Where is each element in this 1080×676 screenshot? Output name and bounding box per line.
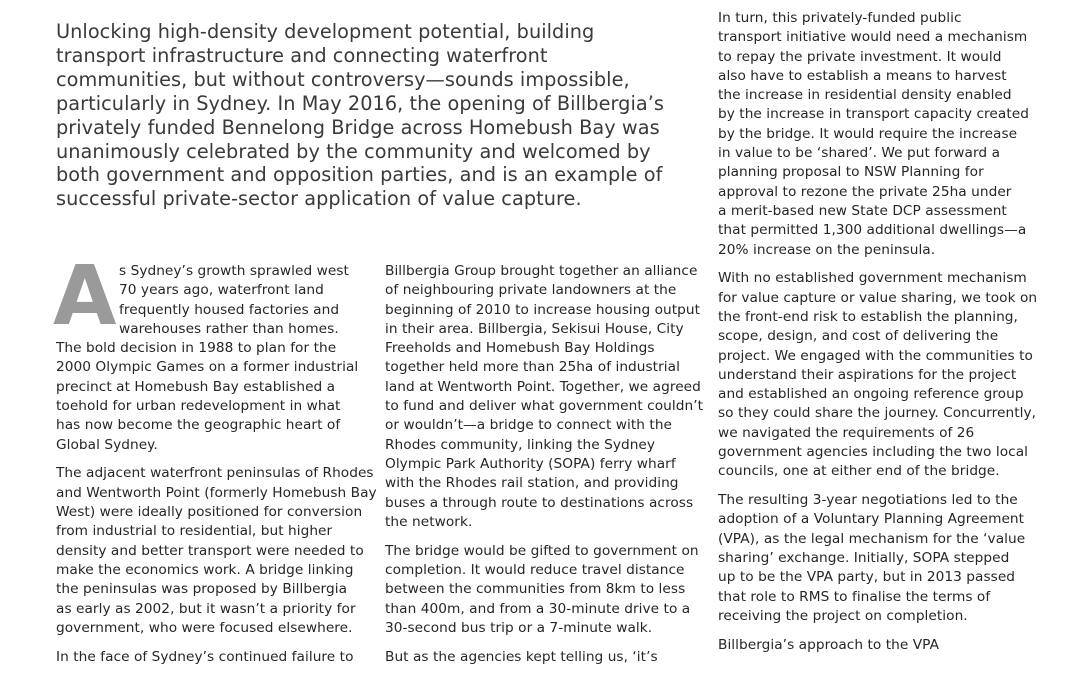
- paragraph-3: [56, 648, 356, 667]
- text-line: both government and opposition parties, and is an example of: [56, 163, 663, 187]
- text-line: communities, but without controversy—sounds impossible,: [56, 67, 630, 91]
- text-line: and Wentworth Point (formerly Homebush Bay: [56, 484, 377, 501]
- text-line: make the economics work. A bridge linking: [56, 561, 354, 578]
- text-line: government, who were focused elsewhere.: [56, 619, 353, 636]
- text-line: density and better transport were needed to: [56, 542, 364, 559]
- text-line: successful private-sector application of value capture.: [56, 187, 582, 211]
- text-line: so they could share the journey. Concurrently,: [718, 405, 1037, 422]
- text-line: sharing’ exchange. Initially, SOPA stepped: [718, 550, 1010, 567]
- text-line: or wouldn’t—a bridge to connect with the: [385, 417, 673, 434]
- text-line: that role to RMS to finalise the terms of: [718, 588, 991, 605]
- text-line: in value to be ‘shared’. We put forward a: [718, 145, 1001, 162]
- text-line: (VPA), as the legal mechanism for the ‘value: [718, 530, 1026, 547]
- text-line: we navigated the requirements of 26: [718, 424, 975, 441]
- text-line: completion. It would reduce travel distance: [385, 561, 685, 578]
- text-line: approval to rezone the private 25ha under: [718, 183, 1012, 200]
- text-line: from industrial to residential, but higher: [56, 523, 333, 540]
- text-line: for value capture or value sharing, we took on: [718, 289, 1038, 306]
- text-line: precinct at Homebush Bay established a: [56, 378, 336, 395]
- text-line: 20% increase on the peninsula.: [718, 241, 936, 258]
- text-line: by the bridge. It would require the increase: [718, 125, 1018, 142]
- intro-paragraph: [56, 20, 664, 211]
- text-line: together held more than 25ha of industrial: [385, 359, 680, 376]
- text-line: buses a through route to destinations across: [385, 494, 694, 511]
- text-line: government agencies including the two local: [718, 444, 1029, 461]
- text-line: beginning of 2010 to increase housing output: [385, 301, 701, 318]
- text-line: in their area. Billbergia, Sekisui House, City: [385, 320, 684, 337]
- article-column-3: [718, 9, 1038, 665]
- text-line: The bold decision in 1988 to plan for the: [56, 340, 337, 357]
- text-line: as early as 2002, but it wasn’t a priority for: [56, 600, 356, 617]
- text-line: and established an ongoing reference group: [718, 386, 1024, 403]
- text-line: councils, one at either end of the bridge.: [718, 463, 1000, 480]
- text-line: with the Rhodes rail station, and providing: [385, 475, 679, 492]
- text-line: In the face of Sydney’s continued failure to: [56, 648, 354, 665]
- text-line: privately funded Bennelong Bridge across Homebush Bay was: [56, 115, 660, 139]
- text-line: the increase in residential density enabled: [718, 87, 1012, 104]
- text-line: The adjacent waterfront peninsulas of Rhodes: [56, 465, 374, 482]
- text-line: up to be the VPA party, but in 2013 passed: [718, 569, 1016, 586]
- text-line: But as the agencies kept telling us, ‘it’s: [385, 648, 658, 665]
- text-line: Rhodes community, linking the Sydney: [385, 436, 656, 453]
- paragraph-2: [56, 464, 377, 638]
- text-line: frequently housed factories and: [119, 301, 340, 318]
- text-line: Billbergia Group brought together an alliance: [385, 263, 698, 279]
- text-line: the network.: [385, 513, 473, 530]
- text-line: to fund and deliver what government couldn’t: [385, 398, 704, 415]
- text-line: 2000 Olympic Games on a former industrial: [56, 359, 359, 376]
- text-line: than 400m, and from a 30-minute drive to a: [385, 600, 691, 617]
- drop-cap: A: [53, 249, 117, 344]
- text-line: of neighbouring private landowners at the: [385, 282, 677, 299]
- text-line: warehouses rather than homes.: [119, 320, 339, 337]
- text-line: In turn, this privately-funded public: [718, 10, 962, 26]
- text-line: a merit-based new State DCP assessment: [718, 202, 1007, 219]
- text-line: understand their aspirations for the project: [718, 366, 1017, 383]
- text-line: planning proposal to NSW Planning for: [718, 164, 984, 181]
- text-line: transport infrastructure and connecting waterfront: [56, 43, 548, 67]
- paragraph-10: [718, 636, 1038, 655]
- text-line: to repay the private investment. It would: [718, 48, 1002, 65]
- text-line: between the communities from 8km to less: [385, 581, 686, 598]
- paragraph-7: [718, 9, 1038, 260]
- paragraph-1: [53, 249, 359, 455]
- text-line: unanimously celebrated by the community and welcomed by: [56, 139, 651, 163]
- text-line: adoption of a Voluntary Planning Agreement: [718, 511, 1025, 528]
- text-line: by the increase in transport capacity created: [718, 106, 1029, 123]
- text-line: The bridge would be gifted to government on: [385, 542, 699, 559]
- text-line: transport initiative would need a mechanism: [718, 29, 1028, 46]
- text-line: West) were ideally positioned for conversion: [56, 504, 363, 521]
- text-line: also have to establish a means to harvest: [718, 67, 1007, 84]
- text-line: Billbergia’s approach to the VPA: [718, 636, 940, 653]
- text-line: Olympic Park Authority (SOPA) ferry wharf: [385, 455, 676, 472]
- text-line: Unlocking high-density development potential, building: [56, 20, 595, 43]
- text-line: that permitted 1,300 additional dwellings—a: [718, 222, 1027, 239]
- text-line: With no established government mechanism: [718, 270, 1027, 287]
- text-line: particularly in Sydney. In May 2016, the opening of Billbergia’s: [56, 91, 664, 115]
- text-line: has now become the geographic heart of: [56, 417, 341, 434]
- paragraph-6: [385, 648, 700, 667]
- text-line: The resulting 3-year negotiations led to the: [718, 492, 1018, 509]
- text-line: the peninsulas was proposed by Billbergia: [56, 581, 348, 598]
- text-line: land at Wentworth Point. Together, we agreed: [385, 378, 701, 395]
- paragraph-4: [385, 262, 704, 532]
- text-line: 30-second bus trip or a 7-minute walk.: [385, 619, 653, 636]
- text-line: scope, design, and cost of delivering the: [718, 328, 999, 345]
- text-line: s Sydney’s growth sprawled west: [119, 263, 349, 279]
- text-line: toehold for urban redevelopment in what: [56, 398, 341, 415]
- text-line: project. We engaged with the communities to: [718, 347, 1033, 364]
- text-line: Freeholds and Homebush Bay Holdings: [385, 340, 655, 357]
- article-column-2: [385, 262, 704, 676]
- article-column-1: [53, 249, 377, 676]
- text-line: Global Sydney.: [56, 436, 158, 453]
- paragraph-5: [385, 542, 700, 638]
- text-line: 70 years ago, waterfront land: [119, 282, 324, 299]
- paragraph-8: [718, 269, 1038, 481]
- paragraph-9: [718, 491, 1038, 626]
- text-line: the front-end risk to establish the planning,: [718, 308, 1018, 325]
- text-line: receiving the project on completion.: [718, 607, 968, 624]
